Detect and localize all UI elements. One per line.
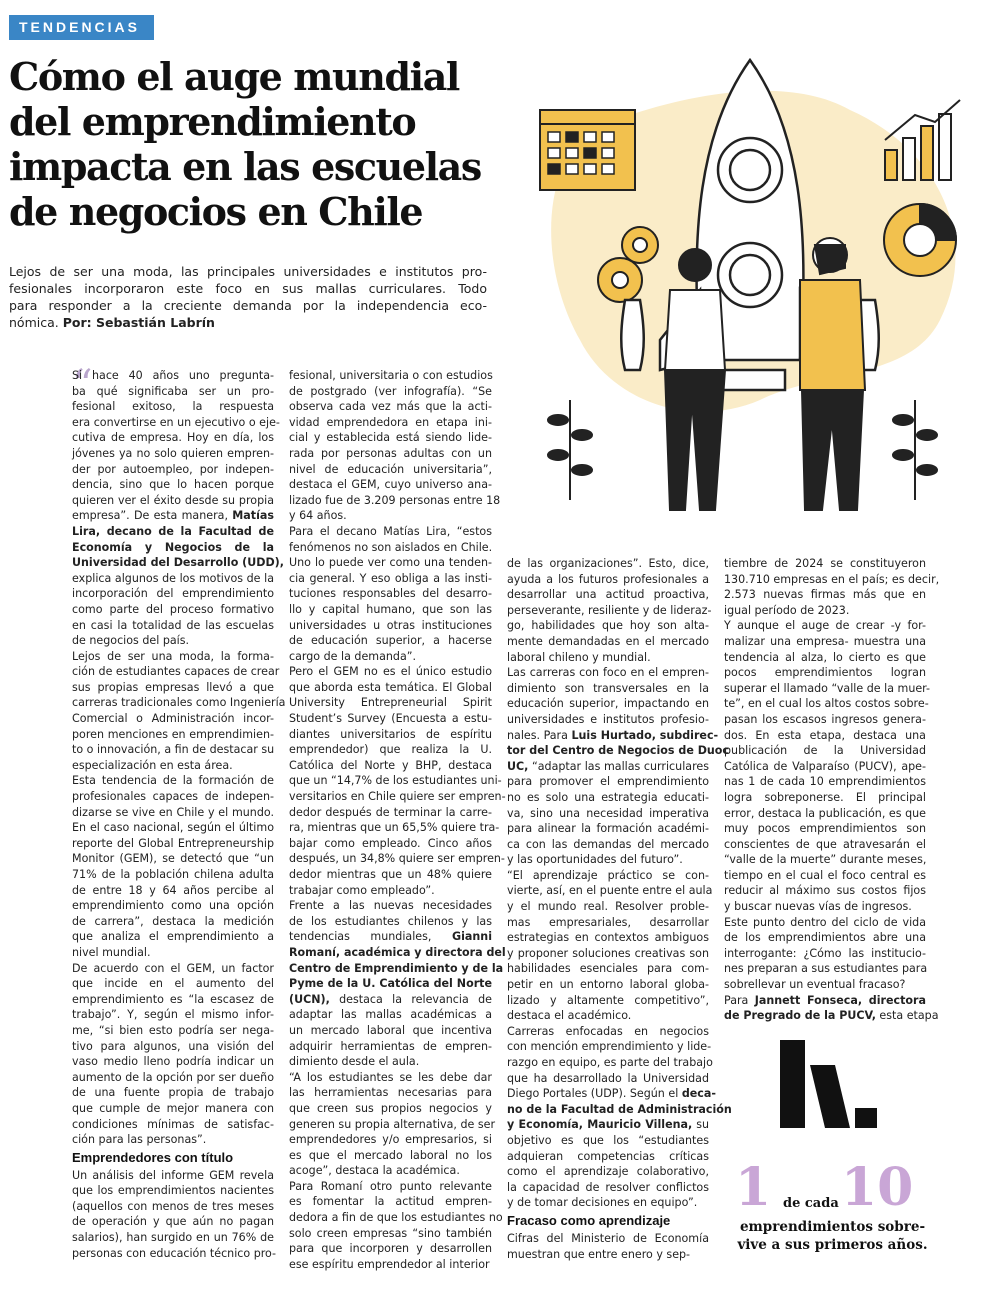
lede-last-line bbox=[9, 314, 487, 331]
article-text-line: ción de estudiantes capaces de crear bbox=[72, 665, 280, 679]
byline: Por: Sebastián Labrín bbox=[62, 315, 215, 330]
article-text-line: reporte del Global Entrepreneurship bbox=[72, 836, 274, 850]
article-text-line: Y aunque el auge de crear -y for- bbox=[724, 619, 926, 633]
article-text-line: nivel mundial. bbox=[72, 945, 151, 959]
article-text-line: adaptar las mallas académicas a bbox=[289, 1008, 492, 1022]
article-text-line: emprendimiento como una opción bbox=[72, 899, 274, 913]
stat-caption-line: vive a sus primeros años. bbox=[737, 1237, 928, 1253]
article-text-line: pocos emprendimientos logran bbox=[724, 666, 926, 680]
article-text-line: emprendedores y/o empresarios, si bbox=[289, 1133, 492, 1147]
article-text-line: de los estudiantes chilenos y las bbox=[289, 914, 492, 928]
article-text-line: Pero el GEM no es el único estudio bbox=[289, 665, 492, 679]
article-text-line: Este punto dentro del ciclo de vida bbox=[724, 915, 926, 929]
calendar-icon bbox=[540, 110, 635, 190]
article-text-line: de los emprendimientos abre una bbox=[724, 931, 926, 945]
article-text-line: Pyme de la U. Católica del Norte bbox=[289, 977, 492, 991]
article-text-line: nales. Para Luis Hurtado, subdirec- bbox=[507, 728, 719, 742]
article-text-line: adquirir herramientas de empren- bbox=[289, 1039, 492, 1053]
article-text-line: Romaní, académica y directora del bbox=[289, 945, 506, 959]
article-text-line: nas 1 de cada 10 emprendimientos bbox=[724, 775, 926, 789]
article-text-line: conscientes de que atravesarán el bbox=[724, 837, 926, 851]
lede-line: para responder a la creciente demanda por la independencia eco- bbox=[9, 298, 487, 313]
article-text-line: y de tomar decisiones en equipo”. bbox=[507, 1196, 698, 1210]
article-text-line: es fomentar la actitud empren- bbox=[289, 1195, 492, 1209]
lede-line: fesionales incorporaron este foco en sus mallas curriculares. Todo bbox=[9, 281, 487, 296]
article-text-line: reducir al máximo sus costos fijos bbox=[724, 884, 926, 898]
article-text-line: “El aprendizaje práctico se con- bbox=[507, 868, 709, 882]
article-text-line: laboral chileno y mundial. bbox=[507, 650, 651, 664]
article-text-line: las herramientas necesarias para bbox=[289, 1086, 492, 1100]
publication-logo bbox=[775, 1040, 885, 1130]
article-text-line: de negocios del país. bbox=[72, 634, 190, 648]
article-text-line: de una fuente propia de trabajo bbox=[72, 1086, 274, 1100]
lede bbox=[9, 263, 487, 331]
article-text-line: “valle de la muerte” durante meses, bbox=[724, 853, 927, 867]
article-text-line: que analiza el emprendimiento a bbox=[72, 930, 274, 944]
article-text-line: Esta tendencia de la formación de bbox=[72, 774, 274, 788]
article-text-line: solo creen empresas “sino también bbox=[289, 1226, 492, 1240]
article-text-line: como el aprendizaje colaborativo, bbox=[507, 1165, 709, 1179]
article-text-line: poren menciones en emprendimien- bbox=[72, 727, 274, 741]
stat-caption bbox=[735, 1218, 930, 1254]
article-text-line: to o innovación, a fin de destacar su bbox=[72, 743, 275, 757]
article-text-line: de Pregrado de la PUCV, esta etapa bbox=[724, 1009, 939, 1023]
article-text-line: que incide en el aumento del bbox=[72, 977, 274, 991]
stat-number-2: 10 bbox=[841, 1157, 914, 1218]
article-text-line: dedor mientras que un 48% quiere bbox=[289, 868, 492, 881]
headline bbox=[9, 54, 509, 234]
article-text-line: lizado fue de 3.209 personas entre 18 bbox=[289, 493, 501, 507]
article-text-line: Si hace 40 años uno pregunta- bbox=[72, 369, 274, 382]
article-text-line: lizado y altamente competitivo”, bbox=[507, 993, 709, 1007]
lede-line: Lejos de ser una moda, las principales universidades e institutos pro- bbox=[9, 264, 487, 279]
article-text-line: en casi la totalidad de las escuelas bbox=[72, 618, 274, 632]
article-text-line: mas empresariales, desarrollar bbox=[507, 915, 709, 929]
article-text-line: educación superior, impactando en bbox=[507, 697, 709, 711]
article-text-line: fenómenos no son aislados en Chile. bbox=[289, 540, 493, 554]
section-tag: TENDENCIAS bbox=[9, 15, 154, 40]
article-text-line: Lira, decano de la Facultad de bbox=[72, 524, 274, 538]
article-text-line: pasan los escasos ingresos genera- bbox=[724, 712, 926, 726]
article-text-line: superar el llamado “valle de la muer- bbox=[724, 681, 931, 695]
article-text-line: Monitor (GEM), se detectó que “un bbox=[72, 852, 274, 866]
article-column-4 bbox=[724, 556, 940, 1024]
article-text-line: universidades u otras instituciones bbox=[289, 618, 492, 632]
article-text-line: generen su propia alternativa, de ser bbox=[289, 1117, 496, 1131]
article-text-line: fesional, universitaria o con estudios bbox=[289, 369, 493, 382]
article-text-line: destaca el académico. bbox=[507, 1009, 632, 1023]
donut-chart-icon bbox=[884, 204, 956, 276]
article-text-line: que aborda esta temática. El Global bbox=[289, 680, 492, 694]
article-text-line: Lejos de ser una moda, la forma- bbox=[72, 649, 274, 663]
article-text-line: de postgrado (ver infografía). “Se bbox=[289, 384, 492, 398]
article-column-1 bbox=[72, 362, 286, 1261]
article-text-line: personas con educación técnico pro- bbox=[72, 1246, 277, 1260]
article-text-line: Católica del Norte y BHP, destaca bbox=[289, 758, 492, 772]
article-text-line: tuciones responsables del desarro- bbox=[289, 587, 492, 601]
article-text-line: publicación de la Universidad bbox=[724, 744, 926, 758]
headline-line: impacta en las escuelas bbox=[9, 144, 481, 189]
section-subhead: Emprendedores con título bbox=[72, 1149, 234, 1165]
article-text-line: tor del Centro de Negocios de Duoc bbox=[507, 744, 730, 758]
article-text-line: incorporación del emprendimiento bbox=[72, 587, 274, 601]
article-text-line: cutiva de empresa. Hoy en día, los bbox=[72, 431, 274, 445]
article-text-line: Para Romaní otro punto relevante bbox=[289, 1179, 492, 1193]
article-text-line: bajar como empleado. Cinco años bbox=[289, 836, 492, 850]
article-text-line: que un “14,7% de los estudiantes uni- bbox=[289, 774, 502, 788]
article-text-line: logra sobreponerse. El principal bbox=[724, 790, 926, 804]
article-text-line: mente demandadas en el mercado bbox=[507, 634, 709, 648]
article-text-line: no de la Facultad de Administración bbox=[507, 1102, 732, 1116]
article-text-line: era convertirse en un ejecutivo o eje- bbox=[72, 415, 280, 429]
article-text-line: go, habilidades que hoy son alta- bbox=[507, 619, 709, 633]
article-text-line: que los emprendimientos nacientes bbox=[72, 1184, 274, 1198]
article-text-line: perseverante, resiliente y de lideraz- bbox=[507, 603, 712, 617]
article-text-line: Carreras enfocadas en negocios bbox=[507, 1024, 709, 1038]
article-text-line: dedor después de terminar la carre- bbox=[289, 805, 492, 819]
article-text-line: es que el mercado laboral no los bbox=[289, 1148, 492, 1162]
article-text-line: llo y capital humano, que son las bbox=[289, 602, 492, 616]
article-text-line: muy pocos emprendimientos son bbox=[724, 822, 926, 836]
article-text-line: ese espíritu emprendedor al interior bbox=[289, 1257, 490, 1271]
quote-mark: “ bbox=[72, 362, 93, 408]
article-text-line: sus propias empresas llevó a que bbox=[72, 680, 274, 694]
article-text-line: y proponer soluciones creativas son bbox=[507, 946, 709, 960]
article-text-line: destaca el GEM, cuyo universo ana- bbox=[289, 478, 492, 492]
article-text-line: la capacidad de resolver conflictos bbox=[507, 1180, 709, 1194]
article-text-line: para promover el emprendimiento bbox=[507, 775, 709, 789]
article-text-line: versitarios en Chile quiere ser empren- bbox=[289, 790, 506, 804]
article-text-line: der por autoempleo, por indepen- bbox=[72, 462, 274, 476]
article-text-line: sobrellevar un eventual fracaso? bbox=[724, 978, 906, 992]
article-text-line: dimiento desde el aula. bbox=[289, 1055, 420, 1069]
article-text-line: vaso medio lleno podría indicar un bbox=[72, 1055, 274, 1069]
article-text-line: quieren ver el éxito desde su propia bbox=[72, 493, 274, 507]
article-text-line: cia general. Y eso obliga a las insti- bbox=[289, 571, 492, 585]
stat-number-1: 1 bbox=[735, 1157, 772, 1218]
stat-box bbox=[735, 1157, 930, 1253]
article-text-line: habilidades esenciales para com- bbox=[507, 962, 709, 976]
article-text-line: después, un 34,8% quiere ser empren- bbox=[289, 852, 505, 866]
article-text-line: como parte del proceso formativo bbox=[72, 602, 274, 616]
article-text-line: petir en un entorno laboral globa- bbox=[507, 978, 709, 992]
article-text-line: 71% de la población chilena adulta bbox=[72, 868, 274, 881]
article-text-line: Diego Portales (UDP). Según el deca- bbox=[507, 1087, 716, 1101]
article-text-line: rada por personas adultas con un bbox=[289, 446, 492, 460]
article-text-line: y el mundo real. Resolver proble- bbox=[507, 900, 709, 914]
article-text-line: de las organizaciones”. Esto, dice, bbox=[507, 557, 709, 570]
article-text-line: adquieran competencias críticas bbox=[507, 1149, 709, 1163]
article-text-line: estrategias en contextos ambiguos bbox=[507, 931, 709, 945]
article-text-line: y buscar nuevas vías de ingresos. bbox=[724, 900, 912, 914]
article-text-line: te”, en el cual los altos costos sobre- bbox=[724, 697, 929, 711]
article-text-line: ción para las personas”. bbox=[72, 1133, 207, 1147]
article-text-line: Centro de Emprendimiento y de la bbox=[289, 961, 504, 975]
article-text-line: “A los estudiantes se les debe dar bbox=[289, 1070, 492, 1084]
article-text-line: vierte, así, en el puente entre el aula bbox=[507, 884, 713, 898]
article-text-line: Universidad del Desarrollo (UDD), bbox=[72, 556, 284, 570]
article-text-line: de operación y que aún no pagan bbox=[72, 1215, 274, 1229]
article-text-line: trabajar como empleado”. bbox=[289, 883, 435, 897]
article-text-line: objetivo es que los “estudiantes bbox=[507, 1133, 709, 1147]
article-text-line: muestran que entre enero y sep- bbox=[507, 1247, 691, 1261]
article-text-line: nes preparan a sus estudiantes para bbox=[724, 962, 928, 976]
article-text-line: jóvenes ya no solo quieren empren- bbox=[72, 446, 274, 460]
article-text-line: empresa”. De esta manera, Matías bbox=[72, 509, 274, 523]
article-text-line: salarios), han surgido en un 76% de bbox=[72, 1231, 274, 1245]
article-text-line: diantes universitarios de espíritu bbox=[289, 727, 492, 741]
headline-line: Cómo el auge mundial bbox=[9, 54, 459, 99]
article-text-line: Un análisis del informe GEM revela bbox=[72, 1168, 274, 1182]
startup-rocket-illustration bbox=[520, 40, 980, 540]
plant-right-icon bbox=[893, 400, 937, 500]
article-text-line: aumento de la opción por ser dueño bbox=[72, 1070, 274, 1084]
article-text-line: condiciones mínimas de satisfac- bbox=[72, 1117, 274, 1131]
plant-left-icon bbox=[548, 400, 592, 500]
article-text-line: que creen sus propios negocios y bbox=[289, 1101, 492, 1115]
article-text-line: especialización en esta área. bbox=[72, 758, 233, 772]
article-text-line: que ha desarrollado la Universidad bbox=[507, 1071, 709, 1085]
article-text-line: En el caso nacional, según el último bbox=[72, 821, 274, 835]
article-text-line: Para Jannett Fonseca, directora bbox=[724, 993, 927, 1007]
article-text-line: profesionales capaces de indepen- bbox=[72, 790, 274, 804]
article-text-line: acoge”, destaca la académica. bbox=[289, 1164, 460, 1178]
article-text-line: error, destaca la publicación, es que bbox=[724, 806, 926, 820]
article-text-line: emprendimiento es “la escasez de bbox=[72, 992, 274, 1006]
article-text-line: nivel de educación universitaria”, bbox=[289, 462, 492, 476]
article-text-line: (aquellos con menos de tres meses bbox=[72, 1199, 274, 1213]
article-text-line: vidad emprendedora en etapa ini- bbox=[289, 415, 492, 429]
article-text-line: cial y establecida está siendo lide- bbox=[289, 431, 492, 445]
article-text-line: Uno lo puede ver como una tenden- bbox=[289, 556, 492, 570]
article-text-line: universidades e institutos profesio- bbox=[507, 712, 709, 726]
article-text-line: razgo en equipo, es parte del trabajo bbox=[507, 1056, 713, 1069]
article-text-line: y las oportunidades del futuro”. bbox=[507, 853, 683, 867]
article-text-line: fesional exitoso, la respuesta bbox=[72, 400, 274, 414]
article-text-line: tendencias mundiales, Gianni bbox=[289, 930, 492, 944]
article-text-line: Para el decano Matías Lira, “estos bbox=[289, 524, 492, 538]
headline-line: de negocios en Chile bbox=[9, 189, 423, 234]
article-text-line: un mercado laboral que incentiva bbox=[289, 1023, 492, 1037]
article-text-line: Comercial o Administración incor- bbox=[72, 712, 274, 726]
article-text-line: 2.573 nuevas firmas más que en bbox=[724, 588, 926, 602]
article-column-2 bbox=[289, 368, 506, 1272]
article-text-line: observa cada vez más que la acti- bbox=[289, 400, 492, 414]
article-text-line: (UCN), destaca la relevancia de bbox=[289, 992, 492, 1006]
article-text-line: Student’s Survey (Encuesta a estu- bbox=[289, 712, 492, 726]
article-text-line: no es solo una estrategia educati- bbox=[507, 790, 709, 804]
article-text-line: malizar una empresa- muestra una bbox=[724, 634, 926, 648]
article-text-line: que cumple de mejor manera con bbox=[72, 1101, 274, 1115]
article-text-line: tendencia al alza, lo cierto es que bbox=[724, 650, 926, 664]
article-text-line: De acuerdo con el GEM, un factor bbox=[72, 961, 274, 975]
article-text-line: Economía y Negocios de la bbox=[72, 540, 274, 554]
article-text-line: de carrera”, destaca la medición bbox=[72, 914, 274, 928]
article-text-line: y Economía, Mauricio Villena, su bbox=[507, 1118, 710, 1132]
article-text-line: dedora a fin de que los estudiantes no bbox=[289, 1211, 503, 1225]
section-subhead: Fracaso como aprendizaje bbox=[507, 1212, 671, 1228]
article-text-line: tiembre de 2024 se constituyeron bbox=[724, 557, 926, 570]
lede-line: nómica. bbox=[9, 315, 59, 330]
article-text-line: tivo para algunos, una visión del bbox=[72, 1039, 274, 1053]
article-text-line: con mención emprendimiento y lide- bbox=[507, 1040, 712, 1054]
article-text-line: de entre 18 y 64 años percibe al bbox=[72, 883, 274, 897]
article-text-line: igual período de 2023. bbox=[724, 603, 850, 617]
article-text-line: ba qué significaba ser un pro- bbox=[72, 384, 274, 398]
article-text-line: de educación superior, a hacerse bbox=[289, 634, 492, 648]
article-text-line: Católica de Valparaíso (PUCV), ape- bbox=[724, 759, 926, 773]
article-text-line: ayuda a los futuros profesionales a bbox=[507, 572, 709, 586]
article-text-line: para que incorporen y desarrollen bbox=[289, 1242, 492, 1256]
article-text-line: me, “si bien esto podría ser nega- bbox=[72, 1023, 274, 1037]
article-text-line: va, sino una necesidad imperativa bbox=[507, 806, 709, 820]
article-text-line: Cifras del Ministerio de Economía bbox=[507, 1231, 709, 1245]
article-text-line: cargo de la demanda”. bbox=[289, 649, 417, 663]
article-text-line: tiempo en el cual el foco central es bbox=[724, 868, 926, 882]
article-text-line: dimiento son transversales en la bbox=[507, 681, 709, 695]
article-text-line: emprendedor) que realiza la U. bbox=[289, 743, 492, 757]
headline-line: del emprendimiento bbox=[9, 99, 416, 144]
article-text-line: 130.710 empresas en el país; es decir, bbox=[724, 572, 940, 586]
article-text-line: UC, “adaptar las mallas curriculares bbox=[507, 759, 709, 773]
stat-connector: de cada bbox=[783, 1196, 839, 1211]
article-text-line: dizarse se vive en Chile y el mundo. bbox=[72, 805, 274, 819]
article-text-line: University Entrepreneurial Spirit bbox=[289, 696, 492, 710]
article-text-line: ca con las demandas del mercado bbox=[507, 837, 709, 851]
article-text-line: para alinear la formación académi- bbox=[507, 822, 709, 836]
article-text-line: dos. En esta etapa, destaca una bbox=[724, 728, 926, 742]
article-text-line: desarrollar una actitud proactiva, bbox=[507, 588, 709, 602]
article-text-line: explica algunos de los motivos de la bbox=[72, 571, 274, 585]
article-text-line: y 64 años. bbox=[289, 509, 347, 523]
article-text-line: ra, mientras que un 65,5% quiere tra- bbox=[289, 821, 500, 835]
article-text-line: trabajo”. Y, según el mismo infor- bbox=[72, 1008, 274, 1022]
article-text-line: carreras tradicionales como Ingeniería bbox=[72, 696, 286, 710]
article-text-line: interrogante: ¿Cómo las institucio- bbox=[724, 946, 926, 960]
article-text-line: Frente a las nuevas necesidades bbox=[289, 899, 492, 913]
article-text-line: Las carreras con foco en el empren- bbox=[507, 666, 709, 680]
stat-caption-line: emprendimientos sobre- bbox=[739, 1219, 926, 1235]
article-column-3 bbox=[507, 556, 732, 1262]
article-text-line: dencia, sino que lo hacen porque bbox=[72, 478, 274, 492]
